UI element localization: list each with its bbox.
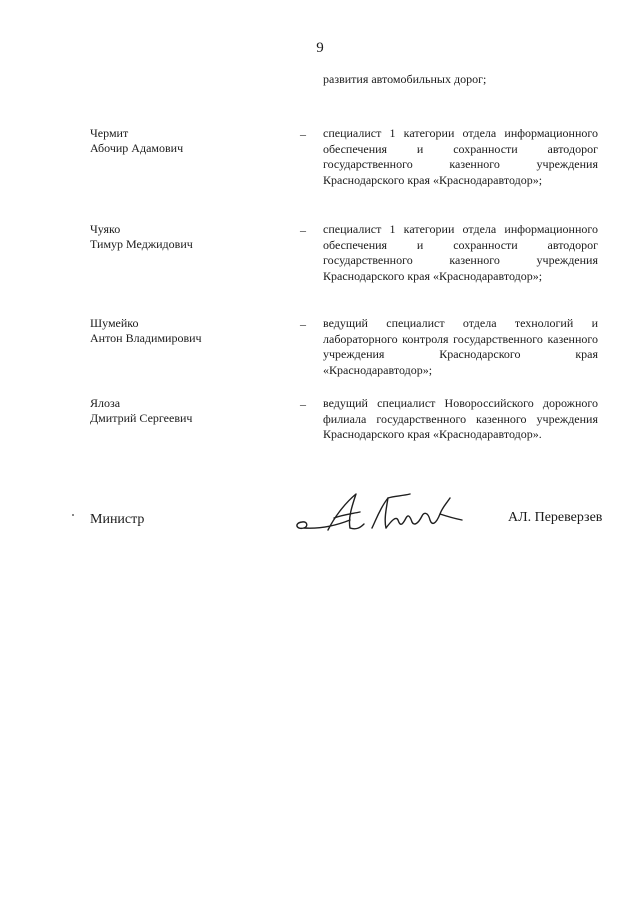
given-names: Тимур Меджидович [90,237,193,251]
position-description: специалист 1 категории отдела информационного обеспечения и сохранности автодорог государственного казенного учреждения Краснодарского края «Краснодаравтодор»; [323,222,598,283]
surname: Чермит [90,126,129,140]
signatory-title: Министр [90,512,145,527]
handwritten-signature [290,490,490,540]
page-number: 9 [316,40,324,56]
person-name [90,316,280,346]
dash: – [300,223,306,237]
given-names: Дмитрий Сергеевич [90,411,193,425]
continuation-text: развития автомобильных дорог; [323,72,487,86]
dash: – [300,397,306,411]
dash: – [300,127,306,141]
given-names: Абочир Адамович [90,141,184,155]
signatory-name: АЛ. Переверзев [508,510,603,525]
position-description: ведущий специалист отдела технологий и лабораторного контроля государственного казенного учреждения Краснодарского края «Краснодаравтодор»; [323,316,598,377]
signature-block [0,490,640,540]
surname: Чуяко [90,222,121,236]
given-names: Антон Владимирович [90,331,202,345]
surname: Шумейко [90,316,139,330]
position-description: ведущий специалист Новороссийского дорожного филиала государственного казенного учреждения Краснодарского края «Краснодаравтодор». [323,396,598,441]
position-description: специалист 1 категории отдела информационного обеспечения и сохранности автодорог государственного казенного учреждения Краснодарского края «Краснодаравтодор»; [323,126,598,187]
person-name [90,126,280,156]
person-name [90,222,280,252]
dash: – [300,317,306,331]
surname: Ялоза [90,396,121,410]
person-name [90,396,280,426]
